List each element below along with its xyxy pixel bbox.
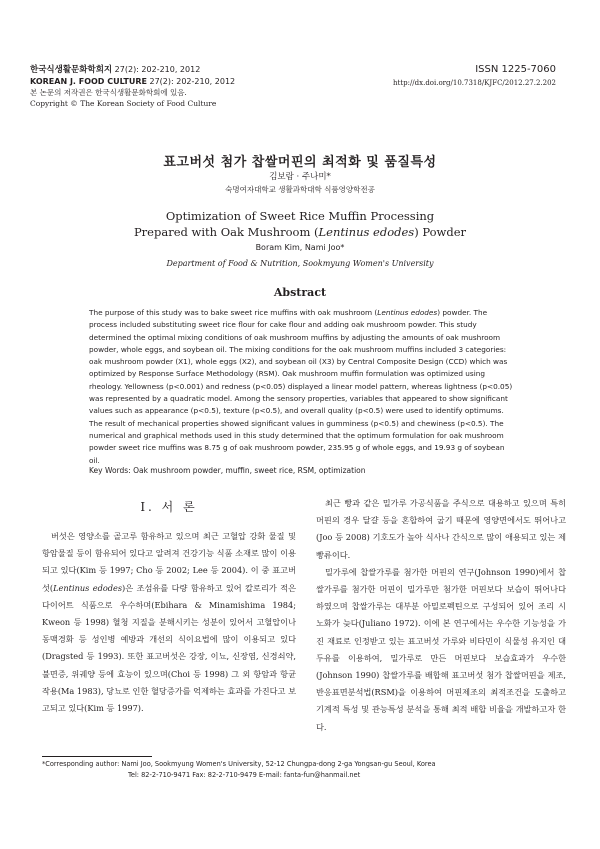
journal-name-en: KOREAN J. FOOD CULTURE	[30, 77, 147, 86]
authors-en: Boram Kim, Nami Joo*	[255, 243, 345, 252]
journal-issue-en: 27(2): 202-210, 2012	[149, 77, 236, 86]
journal-issue-kr: 27(2): 202-210, 2012	[114, 65, 201, 74]
title-en-line2	[0, 225, 600, 239]
intro-scientific-name: Lentinus edodes	[53, 582, 123, 593]
issn: ISSN 1225-7060	[475, 64, 556, 75]
issn-block	[296, 64, 556, 90]
authors-kr: 김보람 · 주나미*	[269, 172, 331, 182]
abstract-scientific-name: Lentinus edodes	[377, 308, 438, 317]
intro-text-1b: )은 조섬유를 다량 함유하고 있어 칼로리가 적은 다이어트 식품으로 우수하며(Ebihara & Minamishima 1984; Kweon 등 1998) 혈청 지질을 분해시키는 성분이 있어서 고혈압이나 동맥경화 등 성인병 예방과 개선의 식이요법에 많이 이용되고 있다(Dragsted 등 1993). 또한 표고버섯은 강장, 이뇨, 신장염, 신경쇠약, 불면증, 위궤양 등에 효능이 있으며(Choi 등 1998) 그 외 항암과 항균작용(Ma 1983), 당뇨로 인한 혈당증가를 억제하는 효과를 가진다고 보고되고 있다(Kim 등 1997).	[42, 582, 296, 714]
keywords: Key Words: Oak mushroom powder, muffin, sweet rice, RSM, optimization	[89, 466, 366, 475]
abstract-paragraph	[89, 307, 517, 467]
affiliation-kr: 숙명여자대학교 생활과학대학 식품영양학전공	[225, 185, 375, 194]
abstract-text-2: ) powder. The process included substituting sweet rice flour for cake flour and adding oak mushroom powder. This study determined the optimal mixing conditions of oak mushroom muffins by adjusting the amounts of oak mushroom powder, whole eggs, and soybean oil. The mixing conditions for the oak mushroom muffins included 3 categories: oak mushroom powder (X1), whole eggs (X2), and soybean oil (X3) by Central Composite Design (CCD) which was optimized by Response Surface Methodology (RSM). Oak mushroom muffin formulation was optimized using rheology. Yellowness (p<0.001) and redness (p<0.05) displayed a linear model pattern, whereas lightness (p<0.05) was represented by a quadratic model. Among the sensory properties, variables that appeared to show significant values such as appearance (p<0.5), texture (p<0.5), and overall quality (p<0.5) were used to identify optimums. The result of mechanical properties showed significant values in gumminess (p<0.5) and chewiness (p<0.5). The numerical and graphical methods used in this study determined that the optimum formulation for oak mushroom powder sweet rice muffins was 8.75 g of oak mushroom powder, 235.95 g of whole eggs, and 19.93 g of soybean oil.	[89, 308, 513, 465]
section-heading-introduction: Ⅰ. 서 론	[140, 500, 198, 514]
affiliation-en: Department of Food & Nutrition, Sookmyung Women's University	[166, 259, 434, 268]
title-kr: 표고버섯 첨가 찹쌀머핀의 최적화 및 품질특성	[163, 155, 437, 170]
footnote	[42, 759, 562, 781]
intro-text-1a: 버섯은 영양소를 골고루 함유하고 있으며 최근 고혈압 강화 물질 및 항암물질 등이 함유되어 있다고 알려져 건강기능 식품 소재로 많이 이용되고 있다(Kim 등 1997; Cho 등 2002; Lee 등 2004). 이 중 표고버섯(	[42, 531, 296, 593]
abstract-heading: Abstract	[273, 286, 327, 299]
journal-name-kr: 한국식생활문화학회지	[30, 65, 113, 75]
footnote-divider	[42, 756, 152, 757]
footnote-corresponding-author: *Corresponding author: Nami Joo, Sookmyung Women's University, 52-12 Chungpa-dong 2-ga Yongsan-gu Seoul, Korea	[42, 760, 436, 768]
footnote-contact: Tel: 82-2-710-9471 Fax: 82-2-710-9479 E-mail: fanta-fun@hanmail.net	[128, 771, 361, 779]
intro-paragraph-2: 최근 빵과 같은 밀가루 가공식품을 주식으로 대용하고 있으며 특히 머핀의 경우 달걀 등을 혼합하여 굽기 때문에 영양면에서도 뛰어나고(Joo 등 2008) 기호도가 높아 식사나 간식으로 많이 애용되고 있는 제빵류이다.	[316, 498, 566, 560]
title-en-pre: Prepared with Oak Mushroom (	[133, 225, 319, 239]
right-column	[316, 495, 566, 736]
abstract-body	[89, 307, 517, 467]
intro-paragraph-3: 밀가루에 찹쌀가루를 첨가한 머핀의 연구(Johnson 1990)에서 찹쌀가루를 첨가한 머핀이 밀가루만 첨가한 머핀보다 보습이 뛰어나다 하였으며 찹쌀가루는 대부분 아밀로펙틴으로 구성되어 있어 조리 시 노화가 늦다(Juliano 1972). 이에 본 연구에서는 우수한 기능성을 가진 재료로 인정받고 있는 표고버섯 가루와 비타민이 식물성 유지인 대두유를 이용하여, 밀가루로 만든 머핀보다 보습효과가 우수한(Johnson 1990) 찹쌀가루를 배합해 표고버섯 첨가 찹쌀머핀을 제조, 반응표면분석법(RSM)을 이용하여 머핀제조의 최적조건을 도출하고 기계적 특성 및 관능특성 분석을 통해 최적 배합 비율을 개발하고자 한다.	[316, 566, 566, 732]
title-en-line1: Optimization of Sweet Rice Muffin Processing	[165, 209, 435, 223]
abstract-text-1: The purpose of this study was to bake sweet rice muffins with oak mushroom (	[89, 308, 378, 317]
copyright-kr: 본 논문의 저작권은 한국식생활문화학회에 있음.	[30, 88, 187, 97]
intro-paragraph-1	[42, 528, 296, 717]
left-column	[42, 528, 296, 717]
copyright-en: Copyright © The Korean Society of Food Culture	[30, 99, 217, 108]
doi-link[interactable]: http://dx.doi.org/10.7318/KJFC/2012.27.2.202	[392, 79, 556, 87]
title-en-scientific-name: Lentinus edodes	[318, 225, 415, 239]
title-en-post: ) Powder	[414, 225, 467, 239]
